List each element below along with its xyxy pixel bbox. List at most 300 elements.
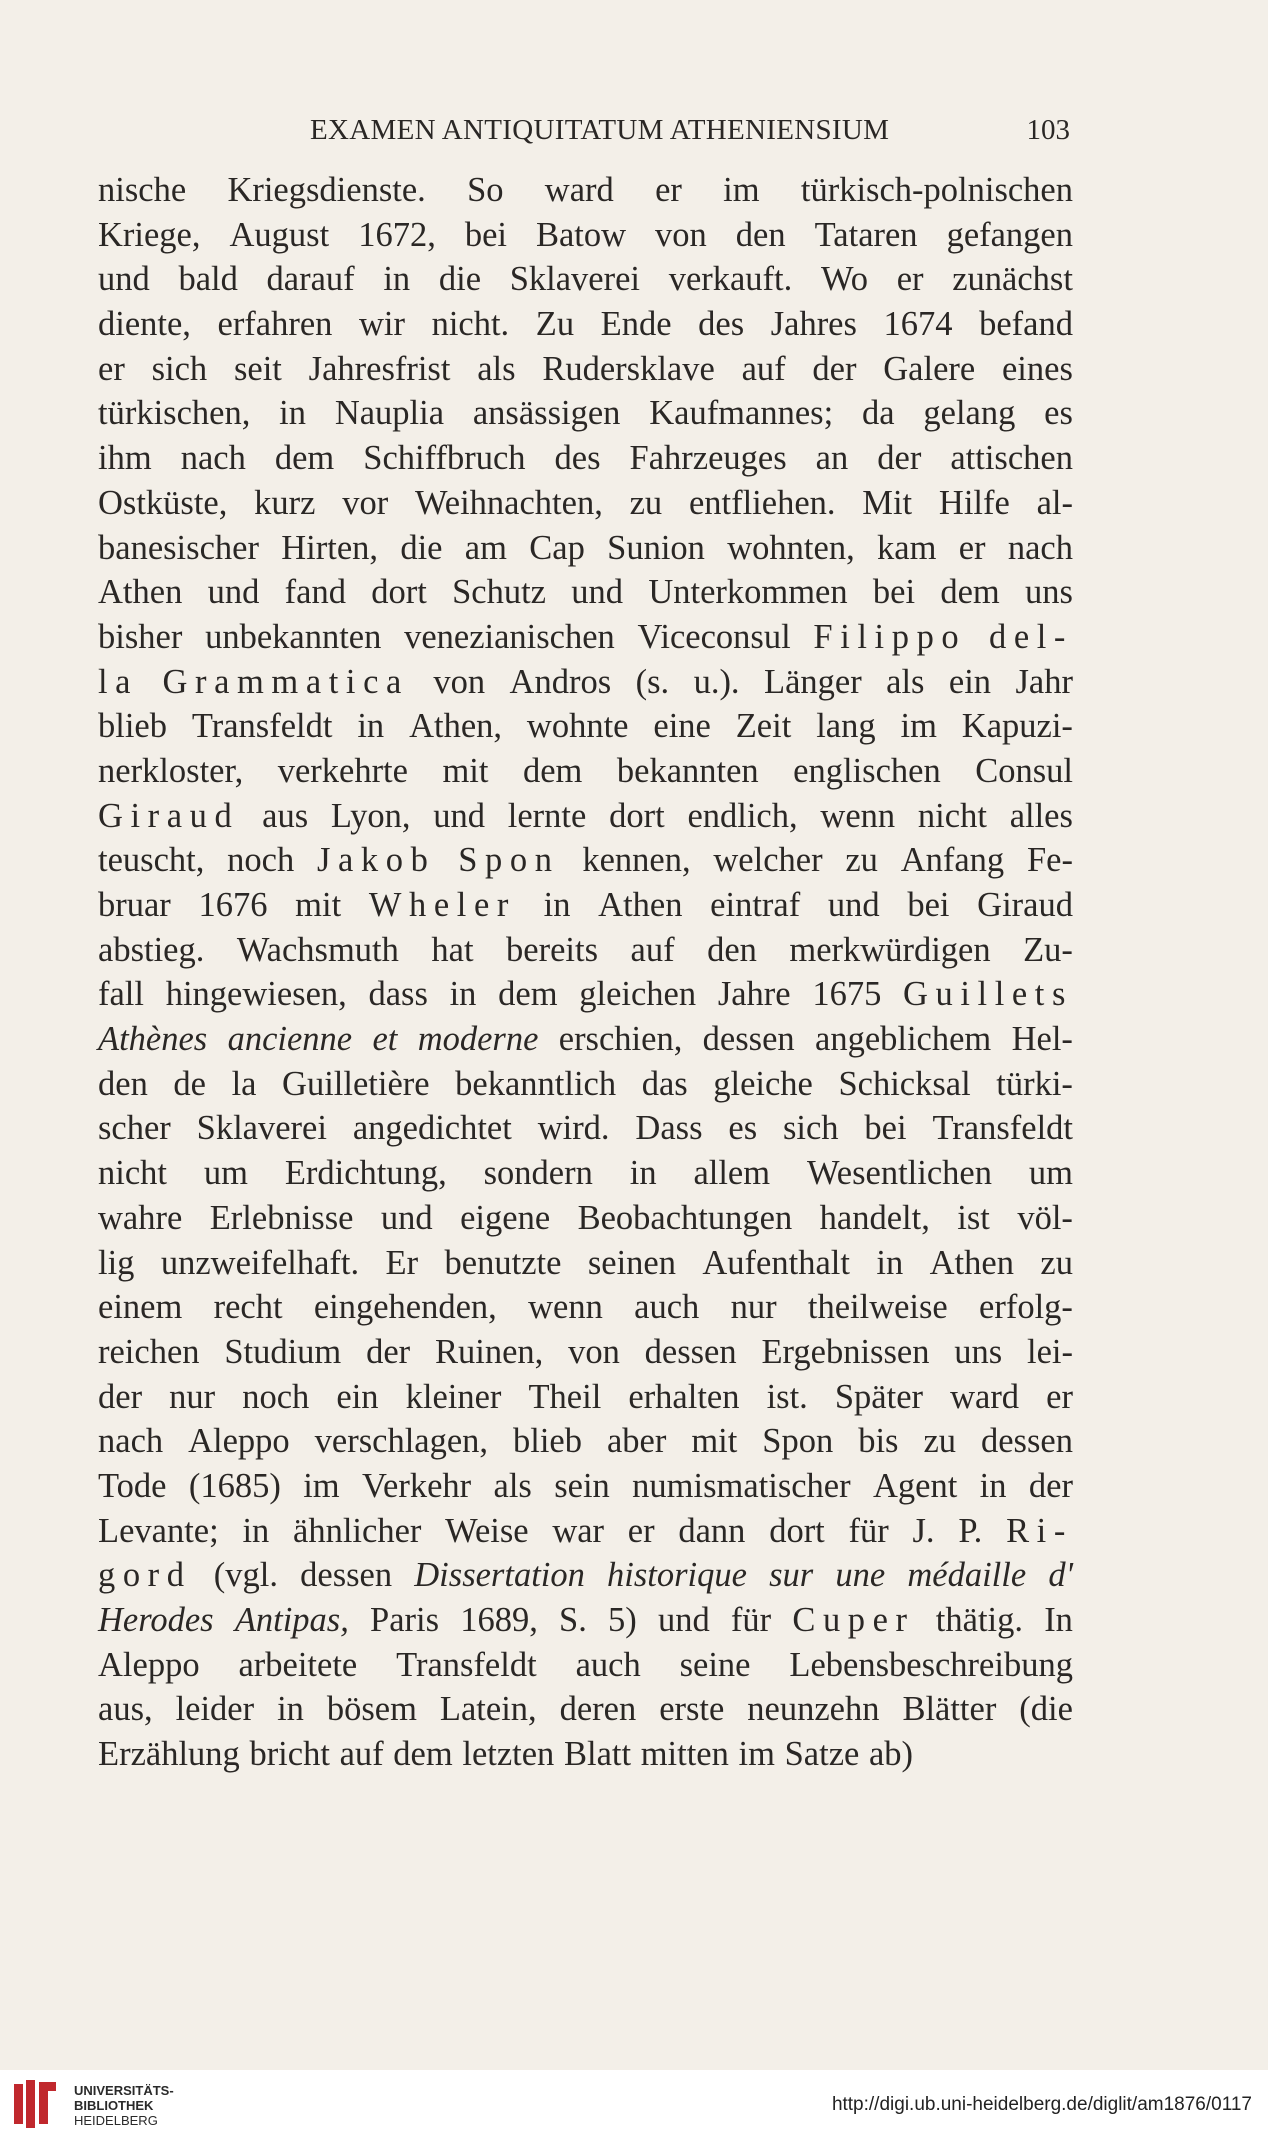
text-line [98,1151,1073,1196]
word: Wachsmuth [236,930,399,969]
word: hingewiesen, [165,975,347,1014]
text-line [98,1687,1073,1732]
text-line [98,794,1073,839]
word: Athen, [409,707,503,746]
word: lernte [507,796,587,835]
word: une [835,1556,886,1595]
word: Er [385,1243,419,1282]
word: dessen [980,1422,1073,1461]
word: wird. [537,1109,610,1148]
word: noch [227,841,295,880]
word: das [641,1064,688,1103]
word: wohnten, [727,528,855,567]
word: als [886,662,925,701]
word: Länger [764,662,862,701]
word: in [357,707,385,746]
word: und [571,573,624,612]
word: des [698,305,745,344]
word: Wo [820,260,869,299]
word: der [98,1377,143,1416]
word: Consul [975,751,1073,790]
word: bei [864,1109,907,1148]
word: darauf [266,260,355,299]
running-head-title: EXAMEN ANTIQUITATUM ATHENIENSIUM [310,114,890,146]
word: 1689, [460,1601,538,1639]
word: auch [634,1288,700,1327]
word: de [173,1064,206,1103]
word: nur [730,1288,777,1327]
word: Erdichtung, [284,1154,447,1193]
word: ist [957,1198,990,1237]
word: und [207,573,260,612]
text-line [98,436,1073,481]
word: im [738,1735,775,1774]
word: 5) [608,1601,637,1639]
word: Ergebnissen [761,1332,930,1371]
word: kam [877,528,937,567]
word: dort [371,573,427,612]
word: abstieg. [98,930,205,969]
word: Cuper [792,1601,915,1639]
word: Später [834,1377,924,1416]
word: So [467,171,504,209]
word: zu [629,483,663,522]
word: nur [169,1377,216,1416]
running-head [98,114,1070,154]
word: türkisch-polnischen [800,171,1073,209]
word: Satze [784,1735,860,1774]
word: Mit [862,483,913,522]
word: 1676 [198,886,268,924]
word: Hirten, [281,528,379,567]
word: den [98,1064,148,1103]
word: allem [693,1154,771,1193]
word: theilweise [807,1288,948,1327]
word: endlich, [687,796,798,835]
word: letzten [462,1735,555,1774]
word: ähnlicher [293,1511,422,1550]
word: nerkloster, [98,751,244,790]
word: in [279,394,306,433]
word: médaille [907,1556,1027,1595]
word: lei- [1027,1332,1073,1371]
word: Galere [883,349,976,388]
word: Aleppo [98,1645,200,1684]
text-line [98,838,1073,883]
word: Wesentlichen [806,1154,992,1193]
library-logo-icon [12,2078,62,2130]
word: und [433,796,485,835]
word: uns [1025,573,1073,612]
word: Fahrzeuges [629,439,787,478]
text-line [98,1464,1073,1509]
word: August [229,215,330,254]
word: 1672, [358,215,436,254]
word: Paris [370,1601,440,1639]
word: alles [1009,796,1073,835]
word: in [242,1511,270,1550]
word: bei [907,886,950,924]
word: Aleppo [188,1422,290,1461]
text-line [98,1509,1073,1554]
word: nach [180,439,246,478]
word: dem [522,751,583,790]
word: ward [950,1377,1020,1416]
word: diente, [98,305,191,344]
word: erste [659,1690,725,1729]
word: Filippo [813,617,967,656]
word: in [629,1154,657,1193]
word: Latein, [439,1690,537,1729]
word: ihm [98,439,152,478]
word: J. [912,1511,935,1550]
word: eintraf [710,886,801,924]
word: Ende [600,305,672,344]
text-line [98,168,1073,213]
word: Athen [598,886,683,924]
word: leider [175,1690,255,1729]
word: gefangen [946,215,1073,254]
word: Antipas, [234,1601,349,1639]
text-line [98,704,1073,749]
word: Transfeldt [932,1109,1073,1148]
body-text [98,168,1073,1777]
word: dessen [300,1556,393,1595]
word: Dass [635,1109,703,1148]
word: bekanntlich [455,1064,617,1103]
word: den [735,215,786,254]
word: entfliehen. [688,483,836,522]
word: zu [845,841,878,880]
word: Viceconsul [637,617,791,656]
word: Spon [458,841,560,880]
word: aus, [98,1690,153,1729]
word: er [1046,1377,1073,1416]
word: historique [607,1556,747,1595]
word: Jahre [717,975,791,1014]
word: von [433,662,486,701]
word: der [1028,1466,1073,1505]
word: ist. [766,1377,808,1416]
word: teuscht, [98,841,205,880]
text-line [98,749,1073,794]
word: gleichen [579,975,697,1014]
word: Jakob [317,841,436,880]
word: banesischer [98,528,259,567]
word: Nauplia [334,394,445,433]
word: Dissertation [414,1556,585,1595]
source-url-link[interactable]: http://digi.ub.uni-heidelberg.de/diglit/am1876/0117 [831,2094,1252,2115]
word: ab) [868,1735,914,1774]
word: verkauft. [668,260,793,299]
word: sich [151,349,208,388]
word: u.). [693,662,740,701]
text-line [98,615,1073,660]
word: lang [816,707,876,746]
word: eigene [460,1198,551,1237]
word: (s. [635,662,670,701]
word: eingehenden, [313,1288,497,1327]
word: et [372,1020,398,1059]
word: Lyon, [330,796,411,835]
word: er [655,171,682,209]
text-line [98,1062,1073,1107]
word: vor [342,483,389,522]
word: Rudersklave [542,349,715,388]
word: nicht [917,796,987,835]
word: Giraud [98,796,240,835]
word: den [707,930,757,969]
word: englischen [793,751,941,790]
word: Jahres [770,305,857,344]
word: Sklaverei [196,1109,327,1148]
word: Schicksal [838,1064,971,1103]
word: der [877,439,922,478]
word: auf [630,930,675,969]
word: in [876,1243,904,1282]
word: Zu [535,305,575,344]
word: nische [98,171,187,209]
text-line [98,1106,1073,1151]
word: reichen [98,1332,200,1371]
word: er [98,349,125,388]
text-line [98,1732,1073,1777]
word: dem [498,975,558,1014]
word: recht [213,1288,283,1327]
text-line [98,972,1073,1017]
word: merkwürdigen [789,930,991,969]
word: Levante; [98,1511,219,1550]
word: auf [339,1735,384,1774]
word: für [848,1511,889,1550]
word: eine [653,707,711,746]
word: bei [872,573,916,612]
word: Weihnachten, [414,483,603,522]
word: Sklaverei [509,260,640,299]
word: Jahresfrist [308,349,451,388]
word: dass [368,975,428,1014]
word: verkehrte [277,751,408,790]
word: neunzehn [747,1690,880,1729]
word: Blätter [902,1690,997,1729]
word: Beobachtungen [577,1198,793,1237]
word: Studium [224,1332,342,1371]
word: wir [358,305,405,344]
word: gelang [923,394,1016,433]
word: Ri- [1006,1511,1073,1550]
word: Wheler [368,886,516,924]
word: da [861,394,895,433]
word: in [543,886,571,924]
word: venezianischen [404,617,615,656]
word: die [400,528,443,567]
word: Hel- [1011,1020,1073,1059]
library-name-line: HEIDELBERG [74,2113,158,2128]
word: scher [98,1109,171,1148]
word: im [900,707,937,746]
word: aus [262,796,309,835]
word: völ- [1017,1198,1073,1237]
word: Kriege, [98,215,201,254]
word: Erzählung [98,1735,240,1774]
word: von [655,215,707,254]
word: einem [98,1288,183,1327]
word: Hilfe [938,483,1010,522]
word: Andros [509,662,612,701]
text-line [98,660,1073,705]
text-line [98,1375,1073,1420]
word: attischen [950,439,1073,478]
text-line [98,1285,1073,1330]
word: bruar [98,886,171,924]
word: Schiffbruch [363,439,526,478]
text-line [98,1196,1073,1241]
text-line [98,302,1073,347]
word: mitten [640,1735,729,1774]
word: bösem [326,1690,417,1729]
word: lig [98,1243,135,1282]
library-name-line: BIBLIOTHEK [74,2098,154,2113]
word: er [896,260,924,299]
word: von [568,1332,620,1371]
word: 1674 [883,305,953,344]
word: Ostküste, [98,483,228,522]
word: seine [679,1645,751,1684]
word: im [723,171,760,209]
word: unzweifelhaft. [160,1243,360,1282]
word: in [449,975,477,1014]
word: wahre [98,1198,183,1237]
word: al- [1036,483,1073,522]
word: dessen [644,1332,737,1371]
text-line [98,213,1073,258]
word: (die [1019,1690,1073,1729]
word: Guillets [903,975,1073,1014]
text-line [98,1553,1073,1598]
word: um [1028,1154,1073,1193]
word: befand [979,305,1073,344]
word: nach [1007,528,1073,567]
word: Herodes [98,1601,214,1639]
word: Verkehr [361,1466,472,1505]
text-line [98,1419,1073,1464]
word: angeblichem [815,1020,992,1059]
word: mit [295,886,342,924]
text-line [98,347,1073,392]
word: es [728,1109,758,1148]
word: sein [554,1466,610,1505]
word: mit [442,751,489,790]
word: seit [233,349,282,388]
word: blieb [98,707,167,746]
word: Cap [529,528,585,567]
word: Theil [528,1377,602,1416]
word: bricht [249,1735,330,1774]
word: im [303,1466,340,1505]
word: türki- [996,1064,1073,1103]
word: fand [284,573,346,612]
word: Weise [445,1511,529,1550]
word: auch [575,1645,641,1684]
word: (vgl. [213,1556,278,1595]
word: verschlagen, [314,1422,489,1461]
word: Athen [98,573,183,612]
word: kleiner [405,1377,502,1416]
word: bekannten [616,751,759,790]
word: der [366,1332,411,1371]
word: hat [431,930,474,969]
word: gord [98,1556,192,1595]
word: sich [782,1109,839,1148]
word: d' [1048,1556,1073,1595]
text-line [98,1598,1073,1643]
word: dann [678,1511,746,1550]
text-line [98,1241,1073,1286]
word: wenn [528,1288,603,1327]
word: moderne [417,1020,539,1059]
word: und [827,886,880,924]
word: auf [741,349,786,388]
word: Kriegsdienste. [227,171,426,209]
word: Guilletière [282,1064,430,1103]
text-line [98,391,1073,436]
word: sondern [483,1154,593,1193]
word: handelt, [819,1198,930,1237]
word: aber [606,1422,667,1461]
text-line [98,928,1073,973]
word: numismatischer [632,1466,851,1505]
word: für [730,1601,772,1639]
word: Ruinen, [434,1332,544,1371]
page-number: 103 [1026,114,1070,146]
word: und [98,260,150,299]
word: seinen [587,1243,676,1282]
word: wohnte [526,707,629,746]
word: unbekannten [205,617,382,656]
word: noch [242,1377,310,1416]
word: ein [948,662,992,701]
word: Batow [535,215,627,254]
library-name-line: UNIVERSITÄTS- [74,2083,174,2098]
word: des [554,439,601,478]
text-line [98,1017,1073,1062]
word: Tode [98,1466,167,1505]
word: benutzte [444,1243,562,1282]
footer-bar [0,2070,1268,2137]
word: Anfang [900,841,1005,880]
word: Transfeldt [191,707,333,746]
word: türkischen, [98,394,251,433]
word: nach [98,1422,164,1461]
word: Tataren [814,215,918,254]
word: Jahr [1015,662,1073,701]
word: in [383,260,411,299]
word: Blatt [563,1735,632,1774]
word: 1675 [812,975,882,1014]
word: und [380,1198,433,1237]
word: la [98,662,139,701]
word: Athènes [98,1020,208,1059]
word: war [552,1511,605,1550]
word: ward [544,171,614,209]
word: Kapuzi- [961,707,1073,746]
library-name [74,2083,174,2128]
word: in [979,1466,1007,1505]
word: bisher [98,617,183,656]
text-line [98,257,1073,302]
word: mit [691,1422,738,1461]
word: er [958,528,986,567]
